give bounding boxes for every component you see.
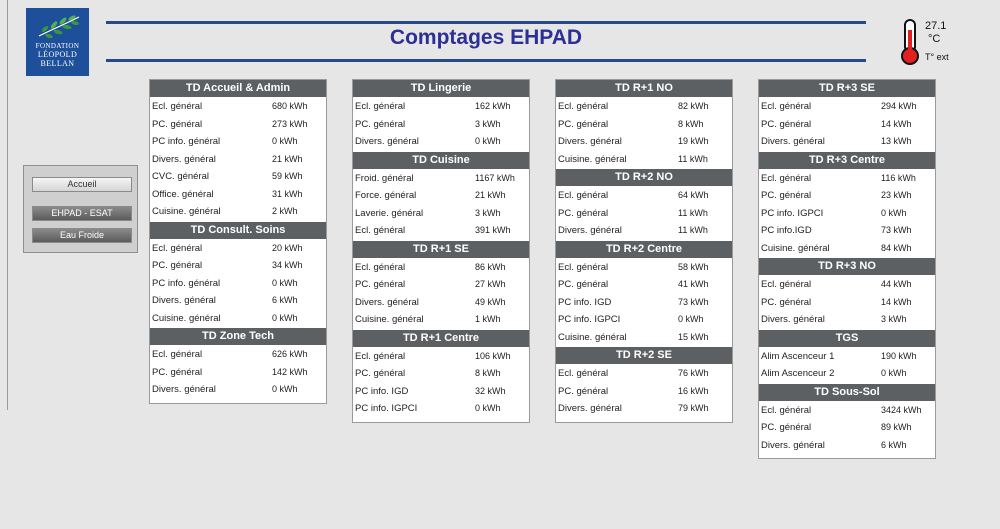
- meter-value: 11 kWh: [678, 153, 708, 164]
- meter-value: 21 kWh: [272, 153, 303, 164]
- meter-value: 626 kWh: [272, 349, 308, 359]
- meter-value: 86 kWh: [475, 261, 506, 272]
- meter-label: PC. général: [355, 118, 406, 130]
- meter-value: 19 kWh: [678, 136, 709, 146]
- meter-value: 14 kWh: [881, 118, 912, 129]
- meter-label: PC info.IGD: [761, 225, 812, 236]
- meter-label: PC info. général: [152, 136, 221, 147]
- olive-branch-icon: [35, 14, 81, 40]
- meter-label: PC. général: [558, 385, 609, 397]
- meter-value: 3 kWh: [475, 118, 501, 129]
- meter-panel: [352, 79, 530, 423]
- meter-value: 8 kWh: [475, 368, 501, 378]
- meter-value: 0 kWh: [272, 136, 298, 146]
- navigation-panel: [23, 165, 138, 253]
- meter-label: PC. général: [558, 118, 609, 130]
- title-bottom-rule: [106, 59, 866, 62]
- meter-panel: [758, 79, 936, 459]
- meter-label: Divers. général: [355, 296, 419, 308]
- meter-value: 1167 kWh: [475, 172, 515, 183]
- meter-value: 0 kWh: [678, 314, 704, 324]
- meter-label: Cuisine. général: [355, 314, 424, 325]
- meter-value: 64 kWh: [678, 190, 709, 200]
- meter-value: 23 kWh: [881, 190, 912, 200]
- meter-label: Force. général: [355, 190, 417, 201]
- meter-label: Divers. général: [558, 403, 622, 414]
- section-header: TD R+3 NO: [759, 258, 935, 275]
- meter-label: PC. général: [558, 207, 609, 219]
- meter-label: Froid. général: [355, 172, 414, 184]
- meter-label: Ecl. général: [558, 190, 609, 201]
- meter-panel: [555, 79, 733, 423]
- meter-value: 84 kWh: [881, 242, 912, 253]
- meter-label: Ecl. général: [558, 368, 609, 379]
- meter-label: Laverie. général: [355, 207, 424, 219]
- meter-value: 31 kWh: [272, 188, 303, 199]
- accueil-button[interactable]: Accueil: [32, 177, 132, 192]
- meter-value: 0 kWh: [272, 312, 298, 323]
- meter-label: Ecl. général: [152, 349, 203, 360]
- meter-value: 16 kWh: [678, 385, 709, 396]
- meter-label: Divers. général: [761, 136, 825, 147]
- meter-label: Ecl. général: [558, 101, 609, 112]
- meter-label: PC info. IGPCI: [355, 403, 418, 414]
- logo-line-3: BELLAN: [40, 59, 75, 68]
- meter-value: 76 kWh: [678, 368, 709, 378]
- section-header: TD R+1 SE: [353, 241, 529, 258]
- meter-label: Divers. général: [558, 136, 622, 147]
- section-header: TD Sous-Sol: [759, 384, 935, 401]
- logo-line-1: FONDATION: [35, 42, 80, 50]
- meter-label: Cuisine. général: [558, 331, 627, 343]
- section-header: TD Zone Tech: [150, 328, 326, 345]
- meter-value: 6 kWh: [881, 439, 907, 450]
- meter-label: PC info. IGD: [558, 296, 612, 308]
- meter-label: PC. général: [761, 118, 812, 130]
- section-header: TD Cuisine: [353, 152, 529, 169]
- meter-value: 21 kWh: [475, 190, 506, 200]
- meter-label: Divers. général: [761, 314, 825, 325]
- meter-value: 0 kWh: [881, 368, 907, 378]
- meter-value: 27 kWh: [475, 279, 506, 289]
- meter-label: CVC. général: [152, 171, 210, 182]
- meter-value: 14 kWh: [881, 296, 912, 307]
- meter-label: PC. général: [761, 190, 812, 201]
- meter-value: 0 kWh: [475, 136, 501, 146]
- meter-label: Ecl. général: [761, 172, 812, 184]
- meter-value: 680 kWh: [272, 101, 308, 111]
- meter-label: PC info. IGD: [355, 385, 409, 397]
- section-header: TD R+2 NO: [556, 169, 732, 186]
- meter-value: 15 kWh: [678, 331, 709, 342]
- meter-value: 0 kWh: [475, 403, 501, 413]
- meter-label: PC. général: [152, 366, 203, 378]
- meter-label: Ecl. général: [152, 242, 203, 254]
- temperature-unit: °C: [928, 33, 941, 45]
- meter-value: 44 kWh: [881, 279, 912, 289]
- meter-label: PC. général: [761, 296, 812, 308]
- meter-label: Ecl. général: [761, 101, 812, 112]
- meter-label: Divers. général: [761, 439, 825, 451]
- meter-label: Cuisine. général: [558, 153, 627, 165]
- meter-value: 294 kWh: [881, 101, 917, 111]
- meter-value: 3424 kWh: [881, 404, 922, 415]
- left-divider: [7, 0, 8, 410]
- meter-value: 73 kWh: [678, 296, 709, 307]
- section-header: TD Lingerie: [353, 80, 529, 97]
- outdoor-temperature: [895, 18, 955, 68]
- meter-label: Divers. général: [152, 384, 216, 395]
- meter-value: 8 kWh: [678, 118, 704, 129]
- ehpad-esat-button[interactable]: EHPAD - ESAT: [32, 206, 132, 221]
- meter-value: 162 kWh: [475, 101, 511, 111]
- meter-value: 0 kWh: [272, 384, 298, 394]
- meter-value: 73 kWh: [881, 225, 912, 235]
- meter-label: PC. général: [152, 260, 203, 271]
- section-header: TD Consult. Soins: [150, 222, 326, 239]
- meter-value: 79 kWh: [678, 403, 709, 413]
- meter-label: Ecl. général: [558, 261, 609, 273]
- meter-value: 116 kWh: [881, 172, 916, 183]
- meter-value: 2 kWh: [272, 206, 298, 216]
- meter-label: Ecl. général: [355, 225, 406, 236]
- title-top-rule: [106, 21, 866, 24]
- meter-label: Divers. général: [558, 225, 622, 236]
- temperature-value: 27.1: [925, 20, 947, 32]
- meter-value: 89 kWh: [881, 422, 912, 432]
- meter-value: 20 kWh: [272, 242, 303, 253]
- meter-label: Ecl. général: [761, 404, 812, 416]
- meter-value: 41 kWh: [678, 279, 709, 289]
- meter-value: 142 kWh: [272, 366, 308, 377]
- meter-label: Divers. général: [355, 136, 419, 147]
- logo-line-2: LÉOPOLD: [37, 50, 78, 59]
- fondation-logo: [26, 8, 89, 76]
- meter-label: PC. général: [355, 279, 406, 290]
- meter-label: Alim Ascenceur 2: [761, 368, 835, 379]
- meter-value: 58 kWh: [678, 261, 709, 272]
- meter-label: Divers. général: [152, 153, 216, 165]
- meter-value: 190 kWh: [881, 350, 917, 361]
- meter-value: 3 kWh: [881, 314, 907, 324]
- meter-label: Cuisine. général: [152, 312, 221, 324]
- meter-label: PC info. IGPCI: [558, 314, 621, 325]
- meter-label: PC. général: [558, 279, 609, 290]
- meter-value: 32 kWh: [475, 385, 506, 396]
- section-header: TD Accueil & Admin: [150, 80, 326, 97]
- meter-label: PC. général: [355, 368, 406, 379]
- meter-label: PC info. général: [152, 277, 221, 289]
- meter-label: PC. général: [152, 118, 203, 130]
- meter-value: 59 kWh: [272, 171, 303, 181]
- meter-value: 0 kWh: [881, 207, 907, 218]
- meter-value: 6 kWh: [272, 295, 298, 305]
- meter-label: Divers. général: [152, 295, 216, 306]
- meter-label: Alim Ascenceur 1: [761, 350, 835, 362]
- meter-value: 273 kWh: [272, 118, 308, 129]
- thermometer-icon: [898, 18, 924, 66]
- meter-label: Office. général: [152, 188, 214, 200]
- meter-value: 1 kWh: [475, 314, 501, 324]
- meter-value: 82 kWh: [678, 101, 709, 111]
- meter-value: 49 kWh: [475, 296, 506, 307]
- meter-value: 11 kWh: [678, 225, 708, 235]
- meter-label: Cuisine. général: [761, 242, 830, 254]
- meter-label: PC info. IGPCI: [761, 207, 824, 219]
- meter-label: Ecl. général: [761, 279, 812, 290]
- meter-value: 3 kWh: [475, 207, 501, 218]
- section-header: TD R+2 SE: [556, 347, 732, 364]
- meter-label: Ecl. général: [355, 101, 406, 112]
- meter-label: PC. général: [761, 422, 812, 433]
- section-header: TD R+1 Centre: [353, 330, 529, 347]
- meter-label: Ecl. général: [355, 350, 406, 362]
- meter-label: Ecl. général: [355, 261, 406, 273]
- page-title: Comptages EHPAD: [389, 26, 583, 49]
- section-header: TD R+3 Centre: [759, 152, 935, 169]
- section-header: TD R+3 SE: [759, 80, 935, 97]
- meter-panel: [149, 79, 327, 404]
- meter-value: 106 kWh: [475, 350, 511, 361]
- section-header: TD R+1 NO: [556, 80, 732, 97]
- section-header: TGS: [759, 330, 935, 347]
- meter-label: Ecl. général: [152, 101, 203, 112]
- meter-value: 0 kWh: [272, 277, 298, 288]
- meter-value: 11 kWh: [678, 207, 708, 218]
- section-header: TD R+2 Centre: [556, 241, 732, 258]
- meter-value: 391 kWh: [475, 225, 511, 235]
- temperature-label: T° ext: [925, 52, 949, 62]
- meter-value: 13 kWh: [881, 136, 912, 146]
- meter-label: Cuisine. général: [152, 206, 221, 217]
- eau-froide-button[interactable]: Eau Froide: [32, 228, 132, 243]
- meter-value: 34 kWh: [272, 260, 303, 270]
